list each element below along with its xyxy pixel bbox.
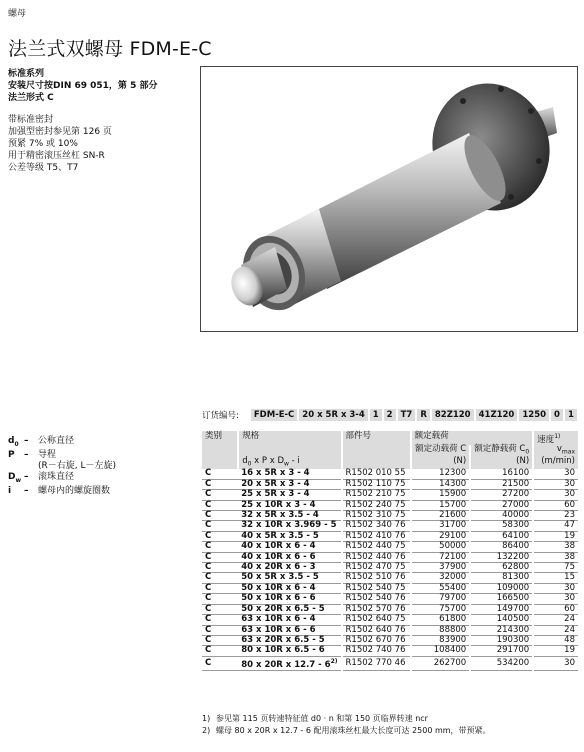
cell-spec: 50 x 5R x 3.5 - 5 <box>238 573 341 583</box>
table-row <box>202 500 578 510</box>
order-code-line <box>202 409 579 421</box>
table-row <box>202 479 578 489</box>
cell-type: C <box>202 521 238 531</box>
table-row <box>202 511 578 521</box>
col-spec-formula: $d_0$ x P x $D_w$ - i <box>238 457 341 469</box>
cell-part-number: R1502 670 76 <box>342 635 411 645</box>
col-load-header: 额定载荷 <box>411 431 534 445</box>
cell-max-speed: 30 <box>533 594 578 604</box>
cell-type: C <box>202 552 238 562</box>
intro-block <box>8 68 198 174</box>
col-type-header: 类别 <box>202 431 238 445</box>
cell-max-speed: 38 <box>533 542 578 552</box>
order-code-part: T7 <box>398 409 416 421</box>
cell-max-speed: 19 <box>533 646 578 656</box>
col-dyn-header: 额定动载荷 C <box>411 445 471 457</box>
cell-dynamic-load: 55400 <box>411 583 471 593</box>
cell-part-number: R1502 440 76 <box>342 552 411 562</box>
col-stat-unit: (N) <box>470 457 533 469</box>
col-vmax-unit: (m/min) <box>533 457 578 469</box>
cell-max-speed: 15 <box>533 573 578 583</box>
cell-part-number: R1502 540 75 <box>342 583 411 593</box>
cell-static-load: 534200 <box>470 656 533 670</box>
cell-max-speed: 24 <box>533 625 578 635</box>
order-label: 订货编号: <box>202 411 239 421</box>
cell-static-load: 27000 <box>470 500 533 510</box>
cell-dynamic-load: 15700 <box>411 500 471 510</box>
page-title: 法兰式双螺母 FDM-E-C <box>8 38 212 60</box>
table-row <box>202 646 578 656</box>
intro-usage: 用于精密滚压丝杠 SN-R <box>8 151 105 161</box>
footnote-1-text: 参见第 115 页转速特征值 d0 · n 和第 150 页临界转速 ncr <box>216 714 428 723</box>
cell-static-load: 214300 <box>470 625 533 635</box>
cell-max-speed: 30 <box>533 490 578 500</box>
cell-spec: 50 x 20R x 6.5 - 5 <box>238 604 341 614</box>
order-code-part: 0 <box>551 409 563 421</box>
footnote-2-text: 螺母 80 x 20R x 12.7 - 6 配用滚珠丝杠最大长度可达 2500 mm，带预紧。 <box>216 726 491 735</box>
legend-dw-desc: 滚珠直径 <box>38 471 75 482</box>
cell-static-load: 40000 <box>470 511 533 521</box>
cell-static-load: 132200 <box>470 552 533 562</box>
cell-type: C <box>202 573 238 583</box>
legend-d0: $d_0$ – 公称直径 <box>8 436 198 450</box>
intro-seal: 带标准密封 <box>8 115 54 125</box>
col-dyn-unit: (N) <box>411 457 471 469</box>
order-code-part: 1 <box>565 409 577 421</box>
cell-max-speed: 23 <box>533 511 578 521</box>
order-code-part: 2 <box>384 409 396 421</box>
cell-type: C <box>202 500 238 510</box>
table-row <box>202 635 578 645</box>
cell-max-speed: 47 <box>533 521 578 531</box>
col-stat-header: 额定静载荷 $C_0$ <box>470 445 533 457</box>
cell-spec: 20 x 5R x 3 - 4 <box>238 479 341 489</box>
cell-type: C <box>202 531 238 541</box>
col-speed-header: 速度$^{1)}$ <box>533 431 578 445</box>
cell-type: C <box>202 479 238 489</box>
cell-max-speed: 75 <box>533 563 578 573</box>
cell-spec: 50 x 10R x 6 - 4 <box>238 583 341 593</box>
intro-din: 安装尺寸按DIN 69 051，第 5 部分 <box>8 81 158 91</box>
intro-flange: 法兰形式 C <box>8 93 54 103</box>
intro-tolerance: 公差等级 T5、T7 <box>8 163 79 173</box>
cell-type: C <box>202 635 238 645</box>
intro-preload: 预紧 7% 或 10% <box>8 139 78 149</box>
cell-spec: 80 x 10R x 6.5 - 6 <box>238 646 341 656</box>
cell-static-load: 62800 <box>470 563 533 573</box>
cell-part-number: R1502 210 75 <box>342 490 411 500</box>
cell-part-number: R1502 770 46 <box>342 656 411 670</box>
cell-max-speed: 24 <box>533 615 578 625</box>
cell-type: C <box>202 656 238 670</box>
cell-part-number: R1502 410 76 <box>342 531 411 541</box>
cell-static-load: 109000 <box>470 583 533 593</box>
table-row <box>202 594 578 604</box>
table-row <box>202 604 578 614</box>
cell-part-number: R1502 010 55 <box>342 469 411 479</box>
order-code-part: 82Z120 <box>432 409 474 421</box>
cell-type: C <box>202 646 238 656</box>
order-code-part: 1 <box>370 409 382 421</box>
cell-spec: 40 x 10R x 6 - 4 <box>238 542 341 552</box>
cell-dynamic-load: 31700 <box>411 521 471 531</box>
cell-dynamic-load: 88800 <box>411 625 471 635</box>
cell-dynamic-load: 37900 <box>411 563 471 573</box>
cell-spec: 50 x 10R x 6 - 6 <box>238 594 341 604</box>
cell-static-load: 27200 <box>470 490 533 500</box>
cell-static-load: 58300 <box>470 521 533 531</box>
table-row <box>202 656 578 670</box>
cell-spec: 32 x 10R x 3.969 - 5 <box>238 521 341 531</box>
legend-dw: $D_w$ – 滚珠直径 <box>8 472 198 486</box>
cell-dynamic-load: 32000 <box>411 573 471 583</box>
intro-seal-ref: 加强型密封参见第 126 页 <box>8 127 112 137</box>
table-row <box>202 615 578 625</box>
cell-static-load: 291700 <box>470 646 533 656</box>
order-code-part: 41Z120 <box>476 409 518 421</box>
cell-max-speed: 48 <box>533 635 578 645</box>
cell-spec: 63 x 10R x 6 - 6 <box>238 625 341 635</box>
cell-part-number: R1502 740 76 <box>342 646 411 656</box>
cell-static-load: 81300 <box>470 573 533 583</box>
legend-p: P – 导程 <box>8 450 198 461</box>
legend-i: i – 螺母内的螺旋圈数 <box>8 486 198 497</box>
table-row <box>202 563 578 573</box>
cell-spec: 40 x 10R x 6 - 6 <box>238 552 341 562</box>
order-code-part: R <box>417 409 430 421</box>
spec-table-body <box>202 469 578 670</box>
cell-static-load: 149700 <box>470 604 533 614</box>
col-vmax-header: $v_{max}$ <box>533 445 578 457</box>
col-part-header: 部件号 <box>342 431 411 445</box>
intro-series: 标准系列 <box>8 69 45 79</box>
cell-max-speed: 30 <box>533 583 578 593</box>
cell-spec: 40 x 20R x 6 - 3 <box>238 563 341 573</box>
order-code-part: 1250 <box>519 409 549 421</box>
cell-part-number: R1502 640 76 <box>342 625 411 635</box>
symbol-legend <box>8 436 198 497</box>
cell-dynamic-load: 29100 <box>411 531 471 541</box>
table-row <box>202 625 578 635</box>
product-photo <box>200 66 578 332</box>
table-row <box>202 542 578 552</box>
cell-spec: 32 x 5R x 3.5 - 4 <box>238 511 341 521</box>
cell-static-load: 190300 <box>470 635 533 645</box>
legend-d0-desc: 公称直径 <box>38 436 75 446</box>
cell-part-number: R1502 510 76 <box>342 573 411 583</box>
cell-dynamic-load: 72100 <box>411 552 471 562</box>
cell-static-load: 16100 <box>470 469 533 479</box>
cell-dynamic-load: 14300 <box>411 479 471 489</box>
footnote-1: 1) 参见第 115 页转速特征值 d0 · n 和第 150 页临界转速 ncr <box>202 714 428 723</box>
cell-type: C <box>202 490 238 500</box>
footnotes <box>202 713 578 737</box>
cell-part-number: R1502 110 75 <box>342 479 411 489</box>
table-row <box>202 573 578 583</box>
cell-part-number: R1502 570 76 <box>342 604 411 614</box>
cell-part-number: R1502 440 75 <box>342 542 411 552</box>
cell-dynamic-load: 50000 <box>411 542 471 552</box>
cell-dynamic-load: 61800 <box>411 615 471 625</box>
cell-static-load: 140500 <box>470 615 533 625</box>
cell-max-speed: 60 <box>533 500 578 510</box>
cell-part-number: R1502 240 75 <box>342 500 411 510</box>
cell-part-number: R1502 310 75 <box>342 511 411 521</box>
cell-spec: 80 x 20R x 12.7 - 6$^{2)}$ <box>238 656 341 670</box>
cell-type: C <box>202 469 238 479</box>
cell-static-load: 86400 <box>470 542 533 552</box>
cell-dynamic-load: 21600 <box>411 511 471 521</box>
cell-spec: 25 x 10R x 3 - 4 <box>238 500 341 510</box>
cell-max-speed: 38 <box>533 552 578 562</box>
cell-dynamic-load: 79700 <box>411 594 471 604</box>
table-row <box>202 521 578 531</box>
cell-type: C <box>202 615 238 625</box>
cell-type: C <box>202 594 238 604</box>
footnote-ref: 2) <box>330 657 338 665</box>
cell-max-speed: 19 <box>533 531 578 541</box>
legend-p-note: (R－右旋, L－左旋) <box>38 460 117 471</box>
cell-part-number: R1502 540 76 <box>342 594 411 604</box>
table-row <box>202 583 578 593</box>
cell-dynamic-load: 15900 <box>411 490 471 500</box>
cell-part-number: R1502 640 75 <box>342 615 411 625</box>
cell-dynamic-load: 83900 <box>411 635 471 645</box>
cell-part-number: R1502 470 75 <box>342 563 411 573</box>
cell-static-load: 21500 <box>470 479 533 489</box>
legend-i-desc: 螺母内的螺旋圈数 <box>38 485 111 496</box>
cell-dynamic-load: 108400 <box>411 646 471 656</box>
cell-spec: 16 x 5R x 3 - 4 <box>238 469 341 479</box>
section-tag: 螺母 <box>8 9 27 19</box>
cell-type: C <box>202 563 238 573</box>
ball-screw-nut-illustration <box>201 67 578 332</box>
cell-static-load: 64100 <box>470 531 533 541</box>
cell-max-speed: 30 <box>533 469 578 479</box>
cell-max-speed: 30 <box>533 656 578 670</box>
cell-max-speed: 30 <box>533 479 578 489</box>
cell-dynamic-load: 262700 <box>411 656 471 670</box>
footnote-2: 2) 螺母 80 x 20R x 12.7 - 6 配用滚珠丝杠最大长度可达 2500 mm，带预紧。 <box>202 726 491 735</box>
order-code-part: FDM-E-C <box>251 409 297 421</box>
col-spec-header: 规格 <box>238 431 341 445</box>
cell-type: C <box>202 542 238 552</box>
cell-max-speed: 60 <box>533 604 578 614</box>
cell-part-number: R1502 340 76 <box>342 521 411 531</box>
cell-spec: 40 x 5R x 3.5 - 5 <box>238 531 341 541</box>
cell-dynamic-load: 75700 <box>411 604 471 614</box>
cell-type: C <box>202 604 238 614</box>
cell-type: C <box>202 583 238 593</box>
legend-p-desc: 导程 <box>38 449 57 460</box>
spec-table <box>202 431 578 671</box>
table-row <box>202 531 578 541</box>
cell-spec: 63 x 20R x 6.5 - 5 <box>238 635 341 645</box>
table-row <box>202 469 578 479</box>
cell-type: C <box>202 511 238 521</box>
table-row <box>202 552 578 562</box>
cell-static-load: 166500 <box>470 594 533 604</box>
cell-spec: 63 x 10R x 6 - 4 <box>238 615 341 625</box>
table-row <box>202 490 578 500</box>
cell-spec: 25 x 5R x 3 - 4 <box>238 490 341 500</box>
order-code-part: 20 x 5R x 3-4 <box>299 409 367 421</box>
cell-type: C <box>202 625 238 635</box>
cell-dynamic-load: 12300 <box>411 469 471 479</box>
